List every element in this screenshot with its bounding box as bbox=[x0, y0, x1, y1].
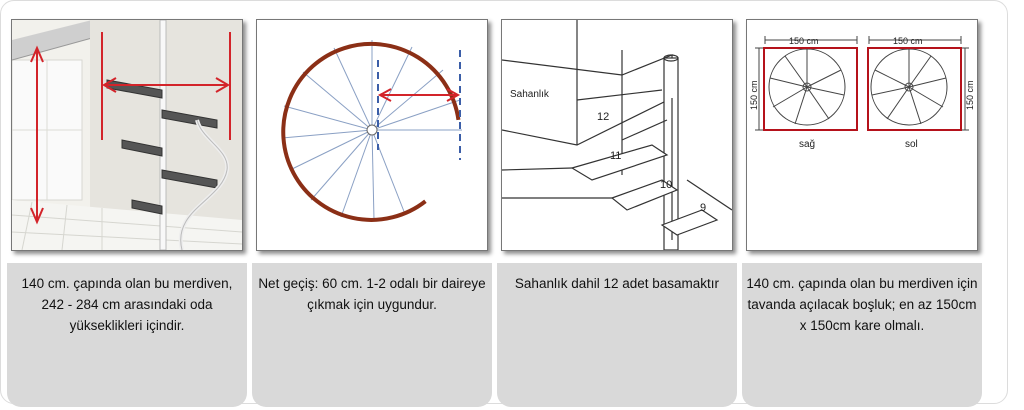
label-left-hand: sol bbox=[905, 139, 918, 150]
width-label-left: 150 cm bbox=[893, 36, 923, 46]
step-number-10: 10 bbox=[660, 179, 673, 191]
height-label-right: 150 cm bbox=[749, 80, 759, 110]
caption-step-count: Sahanlık dahil 12 adet basamaktır bbox=[497, 263, 737, 407]
landing-label: Sahanlık bbox=[510, 89, 549, 100]
step-number-12: 12 bbox=[597, 111, 610, 123]
step-number-9: 9 bbox=[700, 202, 707, 214]
width-label-right: 150 cm bbox=[789, 36, 819, 46]
ceiling-opening-diagram bbox=[746, 19, 978, 251]
net-passage-diagram bbox=[256, 19, 488, 251]
step-count-diagram bbox=[501, 19, 733, 251]
staircase-photo bbox=[11, 19, 243, 251]
caption-net-passage: Net geçiş: 60 cm. 1-2 odalı bir daireye çıkmak için uygundur. bbox=[252, 263, 492, 407]
step-number-11: 11 bbox=[610, 150, 622, 162]
label-right-hand: sağ bbox=[799, 139, 816, 150]
caption-ceiling-opening: 140 cm. çapında olan bu merdiven için tavanda açılacak boşluk; en az 150cm x 150cm kare olmalı. bbox=[742, 263, 982, 407]
caption-room-height: 140 cm. çapında olan bu merdiven, 242 - 284 cm arasındaki oda yükseklikleri içindir. bbox=[7, 263, 247, 407]
height-label-left: 150 cm bbox=[965, 80, 975, 110]
